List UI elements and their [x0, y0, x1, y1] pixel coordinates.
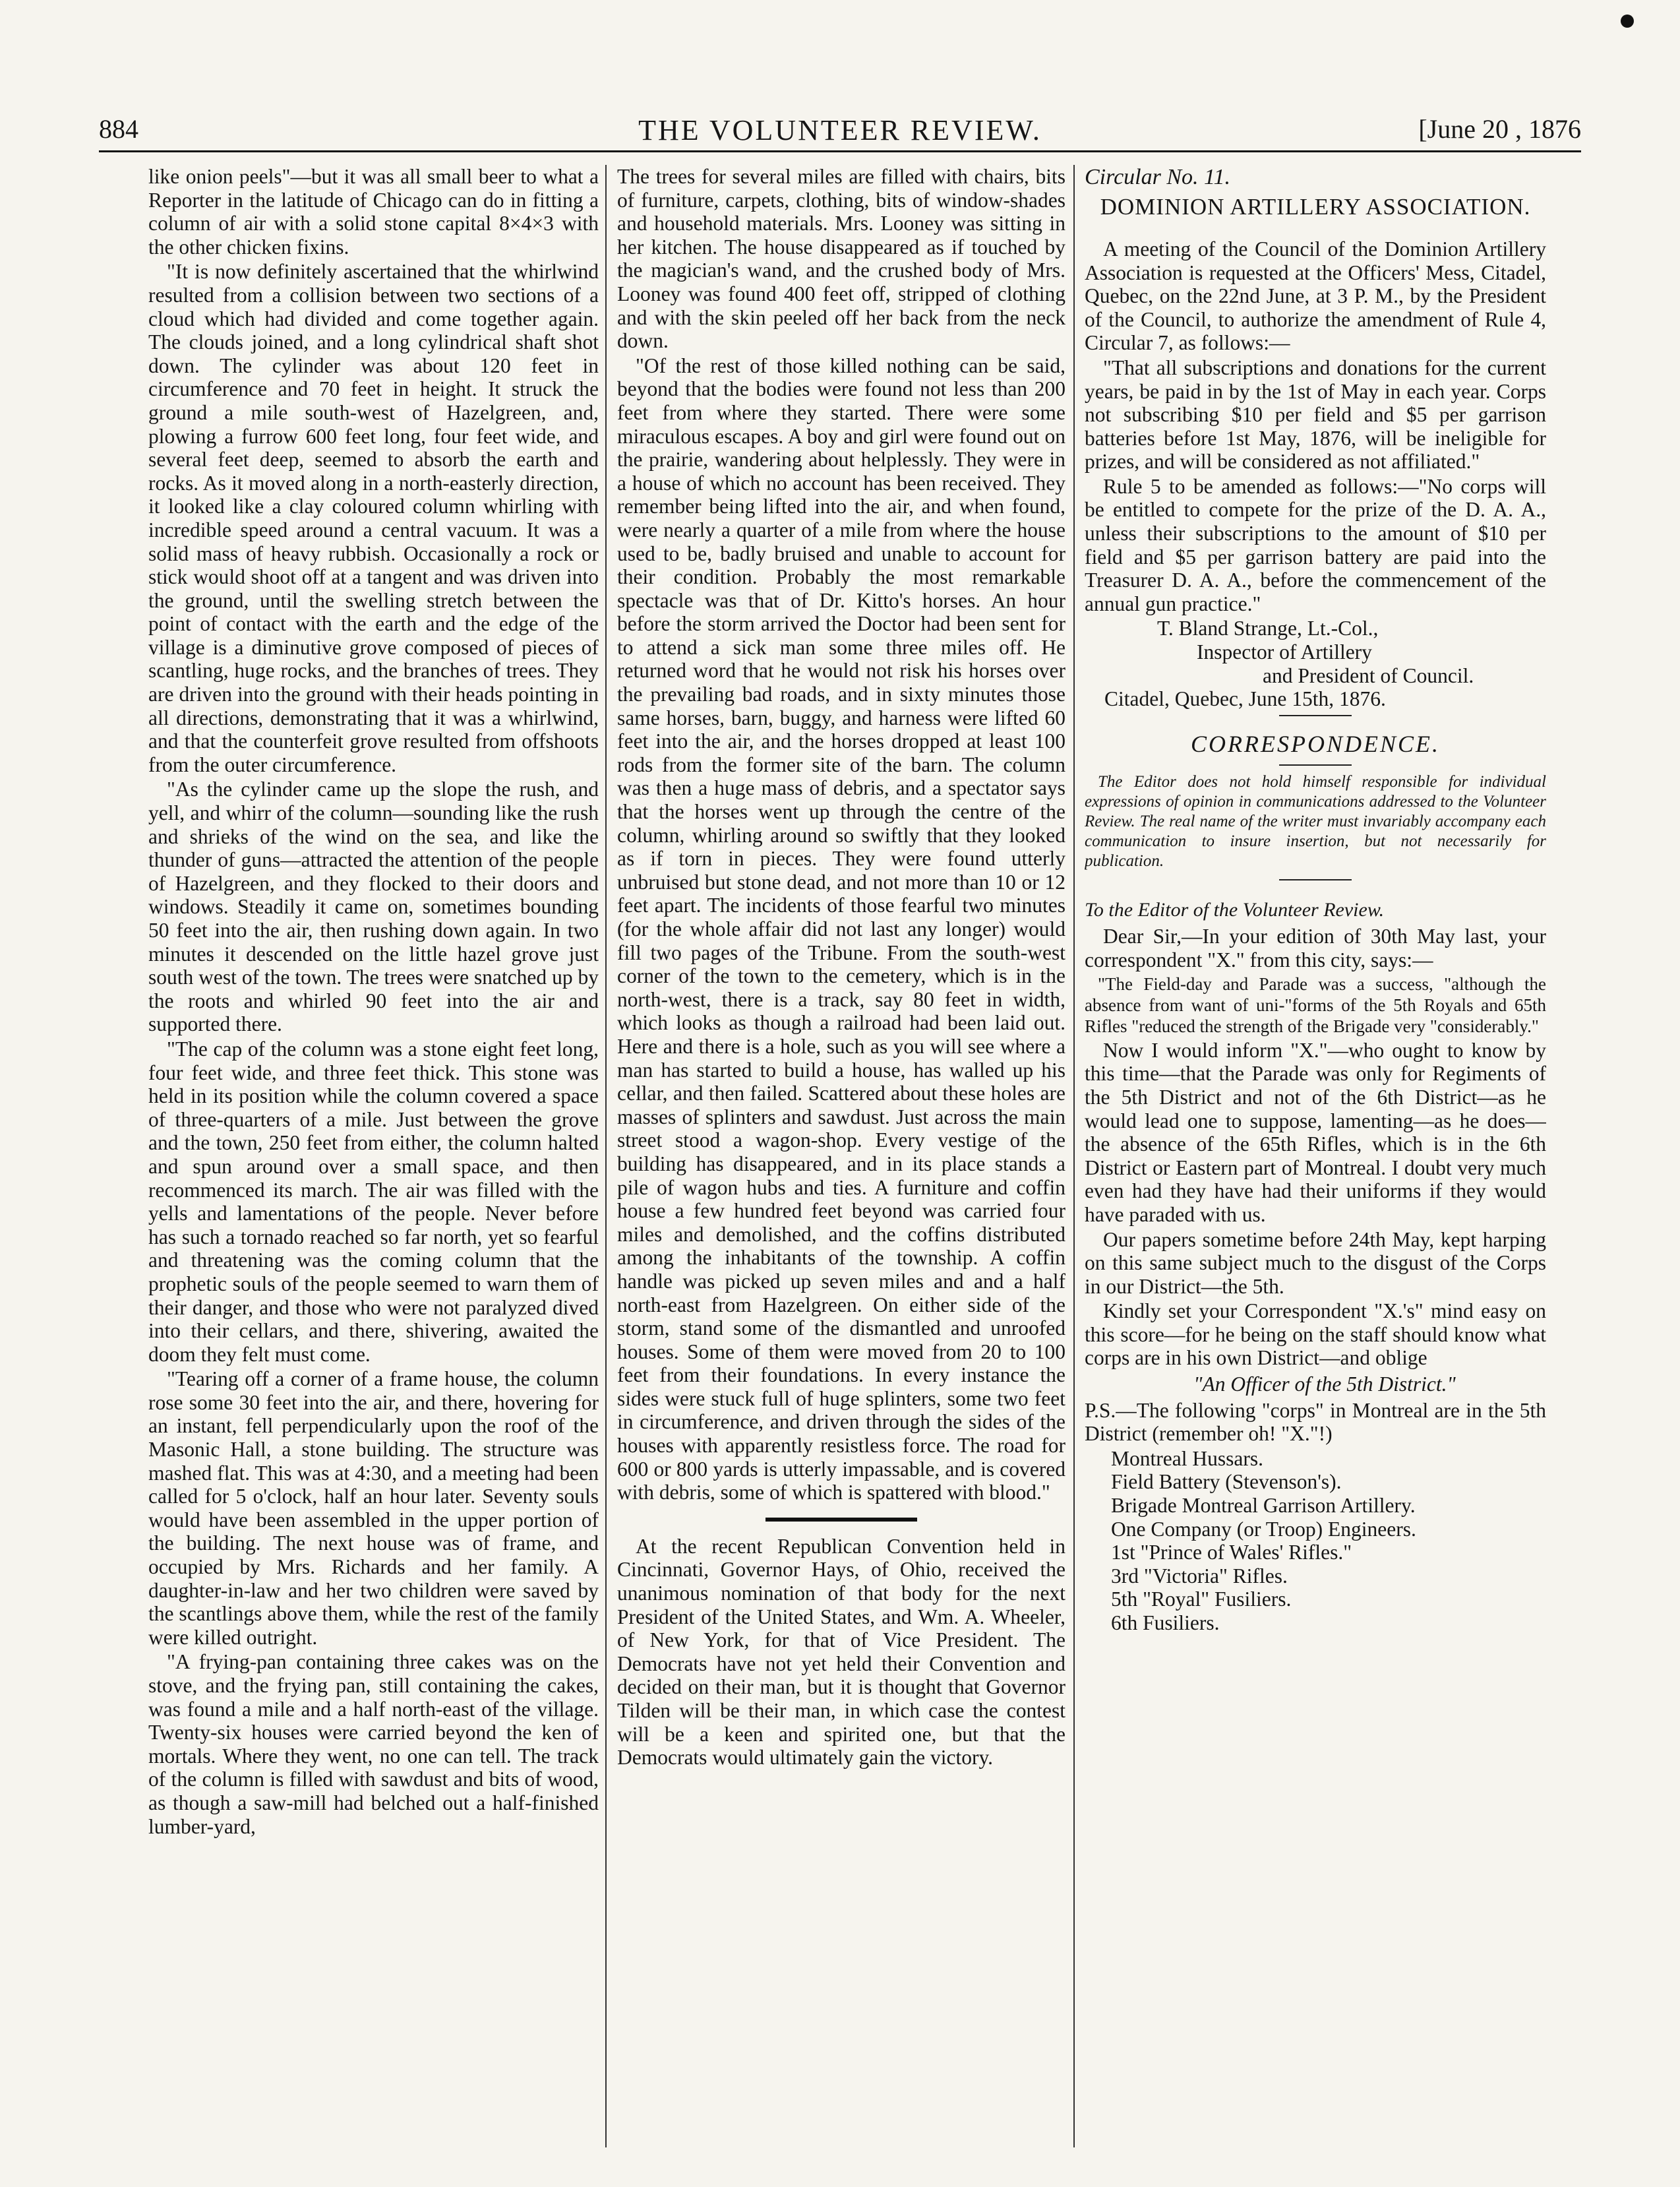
signature-line: Citadel, Quebec, June 15th, 1876.: [1104, 687, 1386, 711]
signature-line: T. Bland Strange, Lt.-Col.,: [1157, 617, 1379, 640]
notice-paragraph: "That all subscriptions and donations for the current years, be paid in by the 1st of May in each year. Corps not subscribing $10 per field and $5 per garrison batteries before 1st May, 1876, will be ineligible for prizes, and will be considered as not affiliated.": [1085, 355, 1546, 474]
letter-quote: "The Field-day and Parade was a success, "although the absence from want of uni-"forms of the 5th Royals and 65th Rifles "reduced the strength of the Brigade very "considerably.": [1085, 973, 1546, 1037]
divider-rule: [1279, 715, 1352, 716]
article-paragraph: "A frying-pan containing three cakes was on the stove, and the frying pan, still containing the cakes, was found a mile and a half north-east of the village. Twenty-six houses were carried beyond the ken of mortals. Where they went, no one can tell. The track of the column is filled with sawdust and bits of wood, as though a saw-mill had belched out a half-finished lumber-yard,: [148, 1650, 599, 1838]
article-paragraph: "The cap of the column was a stone eight feet long, four feet wide, and three feet thick. This stone was held in its position while the column covered a space of three-quarters of a mile. Just between the grove and the town, 250 feet from either, the column halted and spun around over a small space, and then recommenced its march. The air was filled with the yells and lamentations of the people. Never before has such a tornado reached so far north, yet so fearful and threatening was the coming column that the prophetic souls of the people seemed to warn them of their danger, and those who were not paralyzed dived into their cellars, and there, shivering, awaited the doom they felt must come.: [148, 1037, 599, 1366]
list-item: Montreal Hussars.: [1111, 1446, 1263, 1470]
corps-list: [1085, 1447, 1546, 1635]
postscript: P.S.—The following "corps" in Montreal are in the 5th District (remember oh! "X."!): [1085, 1398, 1546, 1446]
article-paragraph: "As the cylinder came up the slope the rush, and yell, and whirr of the column—sounding like the rush and shrieks of the wind on the sea, and like the thunder of guns—attracted the attention of the people of Hazelgreen, and they flocked to their doors and windows. Steadily it came on, sometimes bounding 50 feet into the air, then rushing down again. In two minutes it descended on the little hazel grove just south west of the town. The trees were snatched up by the roots and whirled 90 feet into the air and supported there.: [148, 778, 599, 1036]
list-item: 5th "Royal" Fusiliers.: [1111, 1587, 1292, 1611]
article-paragraph: like onion peels"—but it was all small beer to what a Reporter in the latitude of Chicago can do in fitting a column of air with a solid stone capital 8×4×3 with the other chicken fixins.: [148, 165, 599, 259]
issue-date: [June 20 , 1876: [1418, 114, 1581, 144]
list-item: 1st "Prince of Wales' Rifles.": [1111, 1541, 1352, 1564]
association-heading: DOMINION ARTILLERY ASSOCIATION.: [1100, 194, 1531, 220]
list-item: One Company (or Troop) Engineers.: [1111, 1517, 1416, 1541]
article-paragraph: "Of the rest of those killed nothing can be said, beyond that the bodies were found not less than 200 feet from where they started. There were some miraculous escapes. A boy and girl were found out on the prairie, wandering about helplessly. They were in a house of which no account has been received. They remember being lifted into the air, and when found, were nearly a quarter of a mile from where the house used to be, badly bruised and unable to account for their condition. Probably the most remarkable spectacle was that of Dr. Kitto's horses. An hour before the storm arrived the Doctor had been sent for to attend a sick man some three miles off. He returned word that he would not risk his horses over the prevailing bad roads, and in sixty minutes those same horses, barn, buggy, and harness were lifted 60 feet into the air, and the horses dropped at least 100 rods from the former site of the barn. The column was then a huge mass of debris, and a spectator says that the horses went up through the centre of the column, whirling around so swiftly that they looked as if torn in pieces. They were found utterly unbruised but stone dead, and not more than 10 or 12 feet apart. The incidents of those fearful two minutes (for the whole affair did not last any longer) would fill two pages of the Tribune. From the south-west corner of the town to the cemetery, which is in the north-west, there is a track, say 80 feet in width, which looks as though a railroad had been laid out. Here and there is a hole, such as you will see where a man has started to build a house, has walled up his cellar, and then failed. Scattered about these holes are masses of splinters and sawdust. Just across the main street stood a wagon-shop. Every vestige of the building has disappeared, and in its place stands a pile of wagon hubs and ties. A furniture and coffin house a few hundred feet beyond was carried four miles and demolished, and the coffins distributed among the inhabitants of the township. A coffin handle was picked up seven miles and and a half north-east from Hazelgreen. On either side of the storm, stand some of the dismantled and unroofed houses. Some of them were moved from 20 to 100 feet from their foundations. In every instance the sides were stuck full of huge splinters, some two feet in circumference, and driven through the sides of the houses with apparently resistless force. The road for 600 or 800 yards is utterly impassable, and is covered with debris, some of which is spattered with blood.": [617, 354, 1065, 1504]
list-item: Field Battery (Stevenson's).: [1111, 1470, 1342, 1494]
letter-paragraph: Kindly set your Correspondent "X.'s" mind easy on this score—for he being on the staff should know what corps are in his own District—and oblige: [1085, 1299, 1546, 1370]
letter-signoff: "An Officer of the 5th District.": [1193, 1372, 1456, 1396]
list-item: Brigade Montreal Garrison Artillery.: [1111, 1494, 1416, 1518]
column-1: [148, 165, 599, 2147]
page-number: 884: [99, 114, 138, 144]
letter-paragraph: Dear Sir,—In your edition of 30th May last, your correspondent "X." from this city, says:—: [1085, 925, 1546, 971]
editor-disclaimer: The Editor does not hold himself responsible for individual expressions of opinion in communications addressed to the Volunteer Review. The real name of the writer must invariably accompany each communication to insure insertion, but not necessarily for publication.: [1085, 772, 1546, 870]
letter-salutation: To the Editor of the Volunteer Review.: [1085, 898, 1385, 921]
divider-rule: [1279, 879, 1352, 880]
list-item: 6th Fusiliers.: [1111, 1611, 1220, 1634]
letter-paragraph: Now I would inform "X."—who ought to know by this time—that the Parade was only for Regiments of the 5th District and not of the 6th District—as he would lead one to suppose, lamenting—as he does—the absence of the 65th Rifles, which is in the 6th District or Eastern part of Montreal. I doubt very much even had they have had their uniforms if they would have paraded with us.: [1085, 1038, 1546, 1226]
notice-paragraph: A meeting of the Council of the Dominion Artillery Association is requested at the Officers' Mess, Citadel, Quebec, on the 22nd June, at 3 P. M., by the President of the Council, to authorize the amendment of Rule 4, Circular 7, as follows:—: [1085, 237, 1546, 355]
column-divider: [605, 165, 607, 2147]
page-header: [99, 113, 1581, 160]
article-paragraph: "It is now definitely ascertained that the whirlwind resulted from a collision between two sections of a cloud which had divided and come together again. The clouds joined, and a long cylindrical shaft shot down. The cylinder was about 120 feet in circumference and 70 feet in height. It struck the ground a mile south-west of Hazelgreen, and, plowing a furrow 600 feet long, four feet wide, and several feet deep, seemed to absorb the earth and rocks. As it moved along in a north-easterly direction, it looked like a clay coloured column whirling with incredible speed around a central vacuum. It was a solid mass of heavy rubbish. Occasionally a rock or stick would shoot off at a tangent and was driven into the ground, until the swelling stretch between the point of contact with the earth and the edge of the village is a diminutive grove composed of pieces of scantling, huge rocks, and the branches of trees. They are driven into the ground with their heads pointing in all directions, demonstrating that it was a whirlwind, and that the counterfeit grove resulted from offshoots from the outer circumference.: [148, 260, 599, 776]
column-divider: [1073, 165, 1075, 2147]
signature-line: and President of Council.: [1263, 663, 1474, 687]
signature-line: Inspector of Artillery: [1197, 640, 1372, 664]
article-paragraph: The trees for several miles are filled with chairs, bits of furniture, carpets, clothing, bits of window-shades and household materials. Mrs. Looney was sitting in her kitchen. The house disappeared as if touched by the magician's wand, and the crushed body of Mrs. Looney was found 400 feet off, stripped of clothing and with the skin peeled off her back from the neck down.: [617, 165, 1065, 353]
notice-paragraph: Rule 5 to be amended as follows:—"No corps will be entitled to compete for the prize of the D. A. A., unless their subscriptions to the amount of $10 per field and $5 per garrison battery are paid into the Treasurer D. A. A., before the commencement of the annual gun practice.": [1085, 474, 1546, 615]
convention-paragraph: At the recent Republican Convention held in Cincinnati, Governor Hays, of Ohio, received the unanimous nomination of that body for the next President of the United States, and Wm. A. Wheeler, of New York, for that of Vice President. The Democrats have not yet held their Convention and decided on their man, but it is thought that Governor Tilden will be their man, in which case the contest will be a keen and spirited one, but that the Democrats would ultimately gain the victory.: [617, 1534, 1065, 1770]
header-rule: [99, 150, 1581, 152]
article-paragraph: "Tearing off a corner of a frame house, the column rose some 30 feet into the air, and there, hovering for an instant, fell perpendicularly upon the roof of the Masonic Hall, a stone building. The structure was mashed flat. This was at 4:30, and a meeting had been called for 5 o'clock, half an hour later. Seventy souls would have been assembled in the upper portion of the building. The next house was of frame, and occupied by Mrs. Richards and her family. A daughter-in-law and her two children were saved by the scantlings above them, while the rest of the family were killed outright.: [148, 1367, 599, 1649]
ink-dot: [1621, 15, 1634, 28]
circular-number: Circular No. 11.: [1085, 165, 1231, 189]
list-item: 3rd "Victoria" Rifles.: [1111, 1564, 1288, 1587]
correspondence-heading: CORRESPONDENCE.: [1191, 730, 1440, 757]
masthead-title: THE VOLUNTEER REVIEW.: [638, 114, 1042, 146]
letter-paragraph: Our papers sometime before 24th May, kept harping on this same subject much to the disgust of the Corps in our District—the 5th.: [1085, 1227, 1546, 1298]
divider-rule: [1279, 764, 1352, 766]
column-3: [1085, 165, 1546, 2147]
section-rule: [765, 1518, 917, 1522]
column-2: [617, 165, 1065, 2147]
